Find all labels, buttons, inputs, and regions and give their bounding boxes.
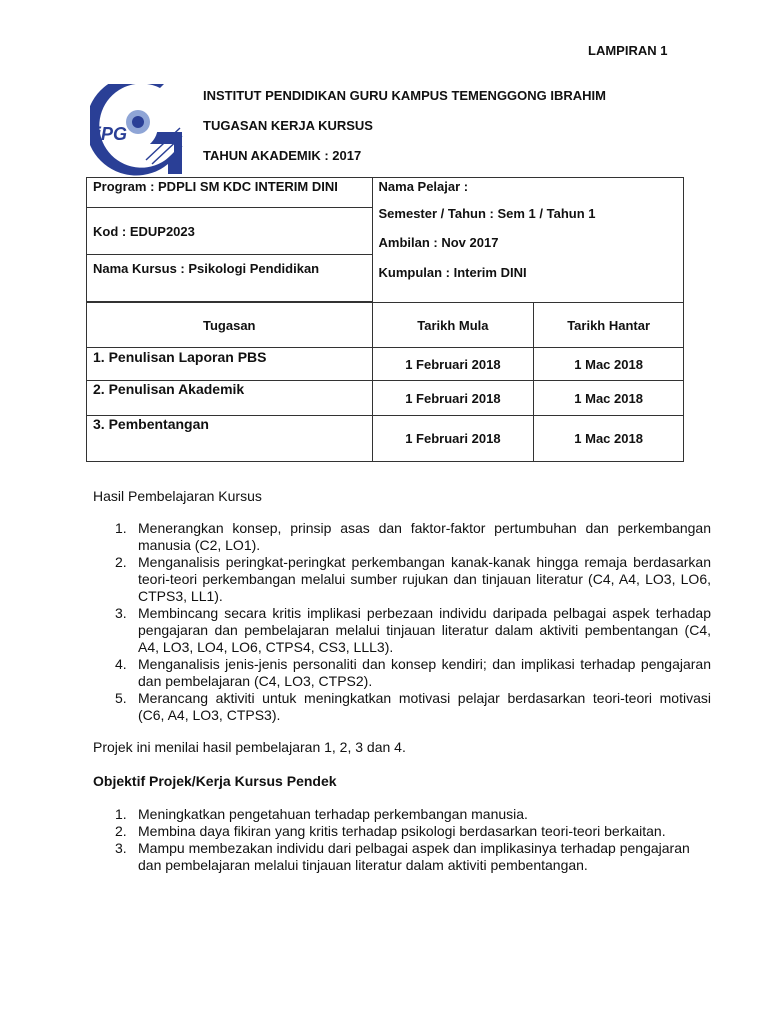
academic-year: TAHUN AKADEMIK : 2017 (203, 148, 362, 163)
task-start: 1 Februari 2018 (372, 348, 534, 381)
task-end: 1 Mac 2018 (534, 381, 684, 416)
ipg-logo (90, 84, 184, 176)
assessment-note: Projek ini menilai hasil pembelajaran 1, 2, 3 dan 4. (93, 739, 406, 755)
list-item: 2. Membina daya fikiran yang kritis terhadap psikologi berdasarkan teori-teori berkaitan. (115, 823, 666, 839)
intake: Ambilan : Nov 2017 (378, 235, 499, 250)
assignment-title: TUGASAN KERJA KURSUS (203, 118, 373, 133)
task-end: 1 Mac 2018 (534, 348, 684, 381)
semester-year: Semester / Tahun : Sem 1 / Tahun 1 (378, 206, 596, 221)
list-item: 1. Meningkatkan pengetahuan terhadap perkembangan manusia. (115, 806, 528, 822)
course-info-table (86, 177, 684, 462)
course-name: Nama Kursus : Psikologi Pendidikan (87, 255, 373, 302)
group: Kumpulan : Interim DINI (378, 265, 527, 280)
student-info-cell (372, 178, 683, 303)
list-item: 3. Mampu membezakan individu dari pelbagai aspek dan implikasinya terhadap pengajaran dan pembelajaran melalui tinjauan literatur dalam aktiviti pembentangan. (115, 840, 690, 873)
appendix-label: LAMPIRAN 1 (588, 43, 668, 58)
list-item: 4. Menganalisis jenis-jenis personaliti dan konsep kendiri; dan implikasi terhadap pengajaran dan pembelajaran (C4, LO3, CTPS2). (115, 656, 711, 689)
outcomes-title: Hasil Pembelajaran Kursus (93, 488, 262, 504)
institute-name: INSTITUT PENDIDIKAN GURU KAMPUS TEMENGGONG IBRAHIM (203, 88, 606, 103)
header-task: Tugasan (87, 303, 373, 348)
student-name-label: Nama Pelajar : (378, 179, 469, 194)
list-item: 3. Membincang secara kritis implikasi perbezaan individu daripada pelbagai aspek terhadap pengajaran dan pembelajaran melalui tinjauan literatur dalam aktiviti pembentangan (C4, A4, LO3, LO4, LO6, CTPS4, CS3, LLL3). (115, 605, 711, 655)
objectives-title: Objektif Projek/Kerja Kursus Pendek (93, 773, 337, 789)
task-name: 3. Pembentangan (87, 416, 373, 462)
task-row (87, 381, 684, 416)
task-name: 1. Penulisan Laporan PBS (87, 348, 373, 381)
list-item: 1. Menerangkan konsep, prinsip asas dan faktor-faktor pertumbuhan dan perkembangan manusia (C2, LO1). (115, 520, 711, 553)
task-start: 1 Februari 2018 (372, 416, 534, 462)
outcomes-list (93, 520, 711, 724)
course-code: Kod : EDUP2023 (87, 208, 373, 255)
list-item: 5. Merancang aktiviti untuk meningkatkan motivasi pelajar berdasarkan teori-teori motivasi (C6, A4, LO3, CTPS3). (115, 690, 711, 723)
task-end: 1 Mac 2018 (534, 416, 684, 462)
objectives-list (93, 806, 693, 874)
logo-text: iPG (96, 124, 128, 144)
header-start-date: Tarikh Mula (372, 303, 534, 348)
list-item: 2. Menganalisis peringkat-peringkat perkembangan kanak-kanak hingga remaja berdasarkan teori-teori perkembangan melalui sumber rujukan dan tinjauan literatur (C4, A4, LO3, LO6, CTPS3, LL1). (115, 554, 711, 604)
task-start: 1 Februari 2018 (372, 381, 534, 416)
header-due-date: Tarikh Hantar (534, 303, 684, 348)
program-cell: Program : PDPLI SM KDC INTERIM DINI (87, 178, 373, 208)
task-row (87, 348, 684, 381)
task-name: 2. Penulisan Akademik (87, 381, 373, 416)
task-row (87, 416, 684, 462)
